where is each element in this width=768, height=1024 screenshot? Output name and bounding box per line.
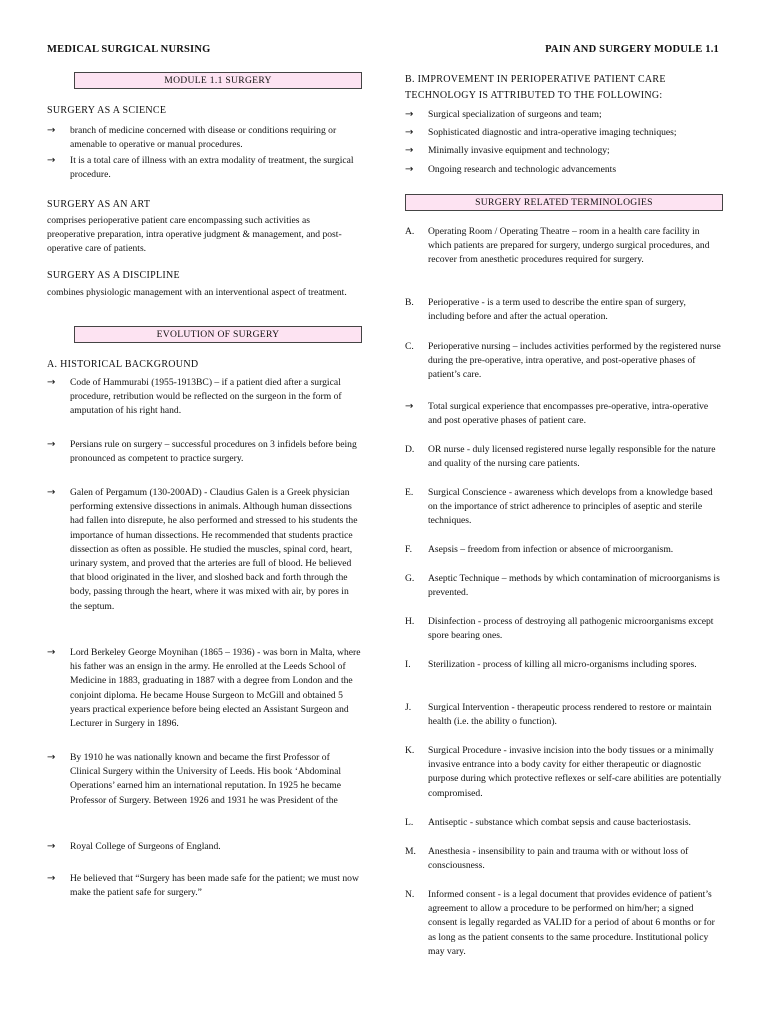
- term-letter: N.: [405, 889, 415, 900]
- discipline-text: combines physiologic management with an interventional aspect of treatment.: [47, 287, 347, 298]
- term-letter: M.: [405, 846, 416, 857]
- list-item: → By 1910 he was nationally known and became the first Professor of Clinical Surgery within the University of Leeds. His book ‘Abdominal Operations’ earned him an international reputation. In 1925 he became Professor of Surgery. Between 1926 and 1931 he was President of the: [47, 752, 342, 806]
- term-letter: L.: [405, 817, 414, 828]
- terminologies-title-box: SURGERY RELATED TERMINOLOGIES: [405, 194, 723, 211]
- term-item: A. Operating Room / Operating Theatre – room in a health care facility in which patients are prepared for surgery, undergo surgical procedures, and recover from anesthetic procedures required for surgery.: [405, 226, 710, 266]
- term-letter: E.: [405, 487, 414, 498]
- term-item: F. Asepsis – freedom from infection or absence of microorganism.: [405, 543, 723, 557]
- term-item: J. Surgical Intervention - therapeutic process rendered to restore or maintain health (i.e. the ability o function).: [405, 702, 712, 728]
- term-letter: C.: [405, 341, 414, 352]
- art-heading: SURGERY AS AN ART: [47, 199, 151, 210]
- arrow-icon: →: [47, 841, 56, 852]
- term-item: L. Antiseptic - substance which combat sepsis and cause bacteriostasis.: [405, 816, 728, 830]
- science-heading: SURGERY AS A SCIENCE: [47, 105, 167, 116]
- header-left-title: MEDICAL SURGICAL NURSING: [47, 44, 211, 55]
- header-right-title: PAIN AND SURGERY MODULE 1.1: [545, 44, 719, 55]
- term-letter: F.: [405, 544, 412, 555]
- term-letter: K.: [405, 745, 415, 756]
- list-item: → Sophisticated diagnostic and intra-operative imaging techniques;: [405, 126, 723, 140]
- list-item: → Surgical specialization of surgeons and team;: [405, 108, 723, 122]
- arrow-icon: →: [47, 873, 56, 884]
- arrow-icon: →: [405, 145, 414, 156]
- arrow-icon: →: [47, 125, 56, 136]
- term-item: C. Perioperative nursing – includes activities performed by the registered nurse during the pre-operative, intra operative, and post-operative phases of patient’s care.: [405, 341, 721, 381]
- term-item: H. Disinfection - process of destroying all pathogenic microorganisms except spore bearing ones.: [405, 616, 714, 642]
- arrow-icon: →: [47, 752, 56, 763]
- list-item: → Minimally invasive equipment and technology;: [405, 144, 723, 158]
- arrow-icon: →: [47, 487, 56, 498]
- arrow-icon: →: [405, 164, 414, 175]
- term-letter: B.: [405, 297, 414, 308]
- list-item: → Galen of Pergamum (130-200AD) - Claudius Galen is a Greek physician performing extensive dissections in animals. Although human dissections had fallen into disrepute, he also performed and stressed to his students the importance of human dissections. He recommended that students practice dissection as often as possible. He studied the muscles, spinal cord, heart, urinary system, and proved that the arteries are full of blood. He believed that blood originated in the liver, and sloshed back and forth through the body, passing through the heart, where it was mixed with air, by pores in the septum.: [47, 487, 358, 612]
- list-item: → Lord Berkeley George Moynihan (1865 – 1936) - was born in Malta, where his father was an ensign in the army. He enrolled at the Leeds School of Medicine in 1883, graduating in 1887 with a degree from London and the conjoint diploma. He became House Surgeon to McGill and obtained 5 years practical experience before being elected an Assistant Surgeon and Lecturer in Surgery in 1896.: [47, 647, 361, 730]
- arrow-icon: →: [47, 647, 56, 658]
- discipline-heading: SURGERY AS A DISCIPLINE: [47, 270, 180, 281]
- term-item: M. Anesthesia - insensibility to pain and trauma with or without loss of consciousness.: [405, 846, 689, 872]
- term-letter: A.: [405, 226, 415, 237]
- list-item: → Ongoing research and technologic advancements: [405, 163, 723, 177]
- list-item: → Code of Hammurabi (1955-1913BC) – if a patient died after a surgical procedure, retribution would be reflected on the surgeon in the form of amputation of his right hand.: [47, 377, 342, 417]
- list-item: → branch of medicine concerned with disease or conditions requiring or amenable to operative or manual procedures.: [47, 125, 337, 151]
- list-item: → He believed that “Surgery has been made safe for the patient; we must now make the patient safe for surgery.”: [47, 873, 359, 899]
- improvement-heading: B. IMPROVEMENT IN PERIOPERATIVE PATIENT CARE TECHNOLOGY IS ATTRIBUTED TO THE FOLLOWING:: [405, 74, 666, 101]
- arrow-icon: →: [47, 377, 56, 388]
- term-item: D. OR nurse - duly licensed registered nurse legally responsible for the nature and quality of the nursing care patients.: [405, 444, 716, 470]
- module-title-box: MODULE 1.1 SURGERY: [74, 72, 362, 89]
- term-item: K. Surgical Procedure - invasive incision into the body tissues or a minimally invasive entrance into a body cavity for either therapeutic or diagnostic purpose during which protective reflexes or self-care abilities are potentially compromised.: [405, 745, 722, 799]
- term-letter: H.: [405, 616, 415, 627]
- evolution-title-box: EVOLUTION OF SURGERY: [74, 326, 362, 343]
- term-letter: I.: [405, 659, 411, 670]
- term-letter: G.: [405, 573, 415, 584]
- term-letter: D.: [405, 444, 415, 455]
- arrow-icon: →: [405, 109, 414, 120]
- term-item: → Total surgical experience that encompasses pre-operative, intra-operative and post operative phases of patient care.: [405, 401, 709, 427]
- term-item: E. Surgical Conscience - awareness which develops from a knowledge based on the importance of strict adherence to principles of aseptic and sterile techniques.: [405, 487, 713, 527]
- arrow-icon: →: [47, 155, 56, 166]
- arrow-icon: →: [405, 127, 414, 138]
- list-item: → Persians rule on surgery – successful procedures on 3 infidels before being pronounced as competent to practice surgery.: [47, 439, 357, 465]
- list-item: → It is a total care of illness with an extra modality of treatment, the surgical procedure.: [47, 155, 354, 181]
- arrow-icon: →: [405, 401, 414, 412]
- arrow-icon: →: [47, 439, 56, 450]
- term-letter: J.: [405, 702, 412, 713]
- list-item: → Royal College of Surgeons of England.: [47, 840, 362, 854]
- term-item: I. Sterilization - process of killing all micro-organisms including spores.: [405, 658, 723, 672]
- art-text: comprises perioperative patient care encompassing such activities as preoperative preparation, intra operative judgment & management, and post-operative care of patients.: [47, 215, 342, 255]
- term-item: N. Informed consent - is a legal document that provides evidence of patient’s agreement to allow a procedure to be performed on him/her; a signed consent is legally regarded as VALID for a period of about 6 months or for as long as the patient consents to the same procedure. Institutional policy may vary.: [405, 889, 715, 957]
- term-item: G. Aseptic Technique – methods by which contamination of microorganisms is prevented.: [405, 573, 720, 599]
- historical-heading: A. HISTORICAL BACKGROUND: [47, 359, 199, 370]
- term-item: B. Perioperative - is a term used to describe the entire span of surgery, including before and after the actual operation.: [405, 297, 686, 323]
